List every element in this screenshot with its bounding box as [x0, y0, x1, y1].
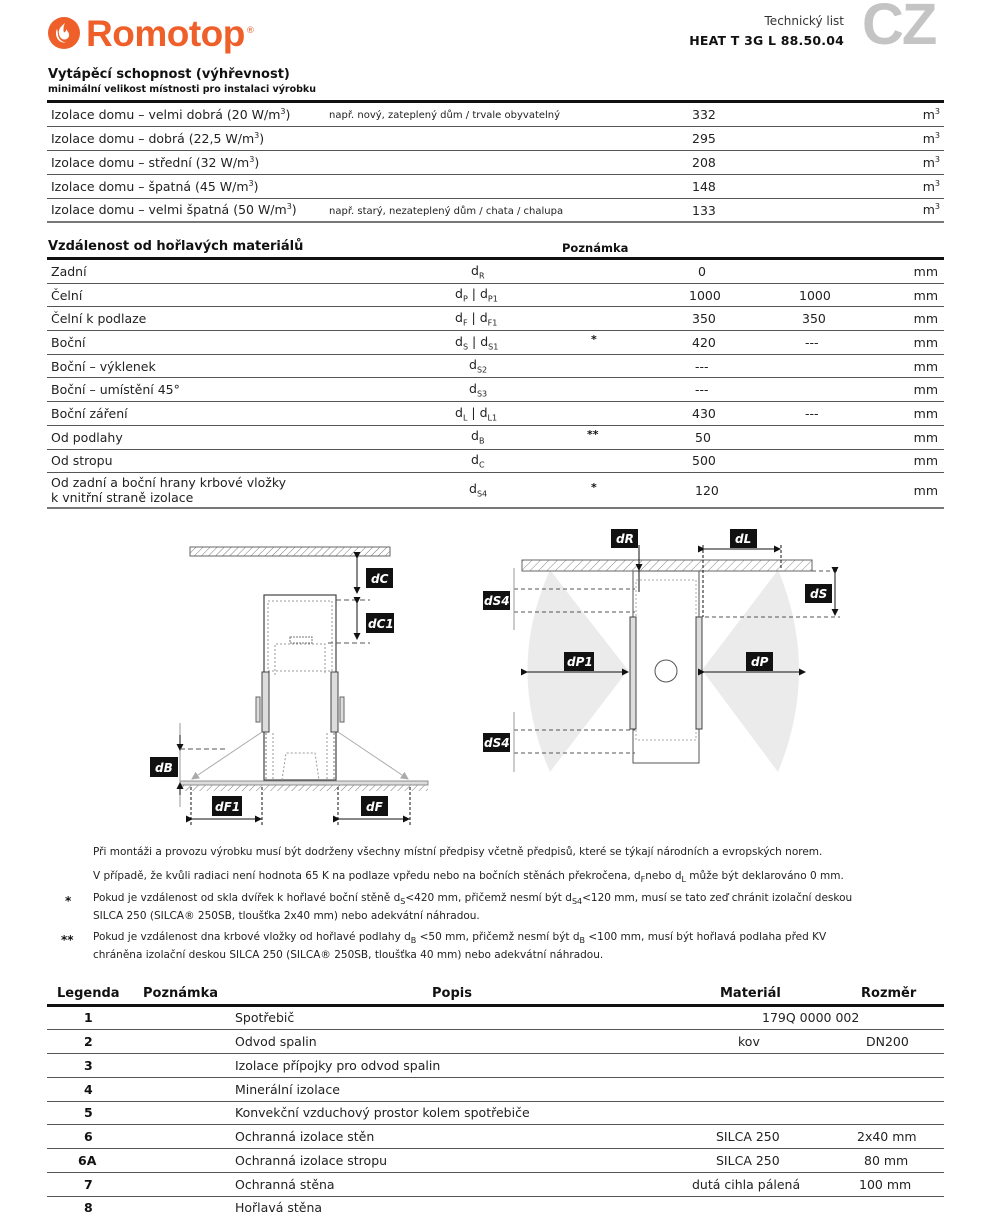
svg-text:dS4: dS4	[484, 594, 510, 608]
distance-symbol: $d_F$ | $d_{F1}$	[455, 309, 498, 328]
heating-section-subtitle: minimální velikost místnosti pro instalaci výrobku	[48, 84, 316, 95]
heating-row-value: 295	[692, 131, 716, 146]
legend-desc: Hořlavá stěna	[235, 1200, 323, 1215]
top-view-diagram	[470, 520, 850, 780]
legend-col-legend: Legenda	[57, 986, 120, 1001]
distance-row	[47, 331, 944, 355]
distance-value-1: 420	[692, 334, 716, 350]
brand-logo	[48, 12, 255, 54]
heating-row: Izolace domu – špatná (45 $W/m^3$) 148 $m^3$	[47, 175, 944, 199]
heating-row-note: např. nový, zateplený dům / trvale obyvatelný	[329, 110, 561, 121]
distance-value-2: ---	[805, 334, 819, 350]
label-dS4-top	[483, 591, 510, 610]
legend-size: DN200	[866, 1034, 909, 1049]
label-dB	[150, 757, 178, 777]
legend-row	[47, 1078, 944, 1102]
svg-text:dP: dP	[751, 655, 769, 669]
heating-row-value: 332	[692, 107, 716, 122]
distance-row	[47, 426, 944, 450]
distance-label: Od podlahy	[51, 429, 123, 445]
svg-text:dP1: dP1	[567, 655, 593, 669]
legend-id: 8	[84, 1200, 93, 1215]
legend-material: SILCA 250	[716, 1153, 780, 1168]
heating-row-note: např. starý, nezateplený dům / chata / chalupa	[329, 206, 564, 217]
heating-row-label: Izolace domu – velmi dobrá (20 W/m	[51, 107, 281, 123]
distance-symbol: $d_{S4}$	[469, 481, 488, 499]
distance-row	[47, 402, 944, 426]
brand-name: Romotop	[86, 12, 245, 54]
distance-value-2: 1000	[799, 287, 831, 303]
svg-text:dB: dB	[155, 761, 173, 775]
distance-value-2: 350	[802, 311, 826, 327]
svg-text:dL: dL	[735, 532, 752, 546]
label-dS	[805, 584, 832, 603]
legend-row	[47, 1173, 944, 1197]
legend-id: 6A	[78, 1153, 97, 1168]
distance-label: Zadní	[51, 263, 87, 279]
front-view-diagram	[140, 525, 440, 835]
legend-row	[47, 1006, 944, 1030]
language-code: CZ	[862, 0, 936, 57]
distance-value-1: 1000	[689, 287, 721, 303]
label-dP	[746, 652, 773, 671]
note-star-2-mark: **	[61, 933, 74, 947]
distance-row	[47, 260, 944, 284]
distance-value-1: 120	[695, 482, 719, 498]
svg-text:dC1: dC1	[368, 617, 394, 631]
heating-row: Izolace domu – dobrá (22,5 $W/m^3$) 295 $m^3$	[47, 127, 944, 151]
legend-size: 80 mm	[864, 1153, 909, 1168]
distance-value-1: 500	[692, 453, 716, 469]
heating-table	[47, 100, 944, 223]
distance-label: Čelní	[51, 287, 83, 303]
distance-symbol: $d_B$	[471, 428, 485, 446]
legend-desc: Konvekční vzduchový prostor kolem spotřebiče	[235, 1105, 530, 1120]
label-dF	[361, 796, 388, 816]
distance-value-1: 50	[695, 429, 711, 445]
legend-desc: Odvod spalin	[235, 1034, 317, 1049]
legend-material: SILCA 250	[716, 1129, 780, 1144]
note-general-2: V případě, že kvůli radiaci není hodnota 65 K na podlaze vpředu nebo na bočních stěnách překročena, $d_Fnebo$ $d_L$ může být deklarováno 0 mm.	[93, 870, 844, 885]
heating-row-label: Izolace domu – velmi špatná (50 W/m	[51, 202, 287, 218]
heating-row-label: Izolace domu – střední (32 W/m	[51, 155, 250, 171]
distance-label: Boční záření	[51, 405, 128, 421]
label-dC1	[366, 613, 394, 633]
distance-unit: mm	[913, 287, 938, 303]
distance-symbol: $d_{S3}$	[469, 381, 488, 399]
heating-row-unit: $m^3$	[922, 130, 940, 147]
distances-note-header: Poznámka	[562, 241, 629, 255]
distance-symbol: $d_P$ | $d_{P1}$	[455, 286, 498, 304]
heating-row-unit: $m^3$	[922, 178, 940, 195]
label-dF1	[212, 796, 242, 816]
legend-size: 2x40 mm	[857, 1129, 917, 1144]
distance-unit: mm	[913, 453, 938, 469]
legend-desc: Minerální izolace	[235, 1082, 340, 1097]
legend-desc: Izolace přípojky pro odvod spalin	[235, 1058, 441, 1073]
distance-symbol: $d_{S2}$	[469, 357, 488, 375]
svg-text:dF: dF	[366, 800, 383, 814]
svg-text:dC: dC	[371, 572, 389, 586]
legend-col-size: Rozměr	[861, 986, 917, 1001]
distance-value-2: ---	[805, 405, 819, 421]
heating-row-value: 133	[692, 202, 716, 218]
svg-text:dF1: dF1	[215, 800, 241, 814]
legend-desc: Ochranná izolace stěn	[235, 1129, 375, 1144]
legend-id: 4	[84, 1082, 93, 1097]
product-model: HEAT T 3G L 88.50.04	[689, 33, 844, 48]
legend-row	[47, 1149, 944, 1173]
distance-row	[47, 355, 944, 379]
legend-id: 7	[84, 1177, 93, 1192]
heating-row-unit: $m^3$	[922, 154, 940, 171]
distance-label: Boční – výklenek	[51, 358, 156, 374]
distance-row	[47, 378, 944, 402]
heating-row-label: Izolace domu – špatná (45 W/m	[51, 179, 249, 195]
distance-note-mark: *	[591, 481, 597, 495]
distance-note-mark: *	[591, 333, 597, 347]
distance-unit: mm	[913, 334, 938, 350]
legend-material: dutá cihla pálená	[692, 1177, 801, 1192]
heating-row-unit: $m^3$	[922, 106, 940, 123]
legend-material: 179Q 0000 002	[762, 1010, 860, 1025]
registered-mark: ®	[245, 26, 255, 36]
svg-text:dR: dR	[616, 532, 634, 546]
legend-id: 6	[84, 1129, 93, 1144]
distance-unit: mm	[913, 405, 938, 421]
note-star-1: Pokud je vzdálenost od skla dvířek k hořlavé boční stěně $d_S<420$ mm, přičemž nesmí být $d_{S4}<120$ mm, musí se tato zeď chránit izolační deskou SILCA 250 (SILCA® 250SB, tloušťka 2x40 mm) nebo adekvátní náhradou.	[93, 892, 853, 923]
distance-symbol: $d_C$	[471, 452, 485, 470]
legend-material: kov	[738, 1034, 760, 1049]
label-dP1	[564, 652, 594, 671]
label-dS4-bottom	[483, 733, 510, 752]
note-general-1: Při montáži a provozu výrobku musí být dodrženy všechny místní předpisy včetně předpisů, které se týkají národních a evropských norem.	[93, 846, 823, 858]
legend-id: 5	[84, 1105, 93, 1120]
legend-row	[47, 1054, 944, 1078]
distance-value-1: 350	[692, 311, 716, 327]
legend-size: 100 mm	[859, 1177, 912, 1192]
legend-col-note: Poznámka	[143, 986, 219, 1001]
legend-col-material: Materiál	[720, 986, 781, 1001]
distance-symbol: $d_L$ | $d_{L1}$	[455, 404, 498, 423]
legend-id: 3	[84, 1058, 93, 1073]
distance-row	[47, 284, 944, 308]
label-dC	[366, 568, 393, 588]
legend-row	[47, 1125, 944, 1149]
distance-label: Boční	[51, 334, 86, 350]
distance-symbol: $d_R$	[471, 262, 485, 281]
distances-section-title: Vzdálenost od hořlavých materiálů	[48, 239, 304, 254]
legend-row	[47, 1196, 944, 1219]
heating-row-value: 148	[692, 179, 716, 194]
legend-id: 1	[84, 1010, 93, 1025]
note-star-1-mark: *	[65, 894, 72, 908]
legend-desc: Ochranná izolace stropu	[235, 1153, 388, 1168]
distance-unit: mm	[913, 429, 938, 445]
distance-label: Od stropu	[51, 453, 113, 469]
distance-value-1: 430	[692, 405, 716, 421]
distance-unit: mm	[913, 358, 938, 374]
distance-unit: mm	[913, 482, 938, 498]
flame-logo-icon	[48, 17, 80, 49]
distances-table	[47, 257, 944, 509]
distance-unit: mm	[913, 382, 938, 398]
document-type: Technický list	[764, 14, 844, 28]
legend-row	[47, 1030, 944, 1054]
legend-id: 2	[84, 1034, 93, 1049]
distance-note-mark: **	[587, 427, 599, 441]
heating-row: Izolace domu – velmi špatná (50 $W/m^3$) např. starý, nezateplený dům / chata / chalupa 133 $m^3$	[47, 199, 944, 223]
heating-row-unit: $m^3$	[922, 202, 940, 218]
label-dL	[730, 529, 757, 548]
distance-row	[47, 307, 944, 331]
legend-row	[47, 1101, 944, 1125]
distance-unit: mm	[913, 263, 938, 279]
distance-unit: mm	[913, 311, 938, 327]
distance-label: Boční – umístění 45°	[51, 382, 180, 398]
heating-row: Izolace domu – velmi dobrá (20 $W/m^3$) např. nový, zateplený dům / trvale obyvatelný 332 $m^3$	[47, 103, 944, 127]
distance-label: Čelní k podlaze	[51, 311, 147, 327]
distance-value-1: 0	[698, 263, 706, 279]
distance-label: Od zadní a boční hrany krbové vložky k vnitřní straně izolace	[51, 475, 287, 506]
svg-text:dS: dS	[810, 587, 828, 601]
legend-col-desc: Popis	[432, 986, 472, 1001]
label-dR	[611, 529, 638, 548]
distance-value-1: ---	[695, 382, 709, 398]
heating-row-value: 208	[692, 155, 716, 170]
legend-desc: Ochranná stěna	[235, 1177, 335, 1192]
distance-row	[47, 450, 944, 474]
distance-row	[47, 473, 944, 509]
note-star-2: Pokud je vzdálenost dna krbové vložky od hořlavé podlahy $d_B <50$ mm, přičemž nesmí být $d_B <100$ mm, musí být hořlavá podlaha před KV chráněna izolační deskou SILCA 250 (SILCA® 250SB, tloušťka 40 mm) nebo adekvátní náhradou.	[93, 931, 827, 962]
distance-value-1: ---	[695, 358, 709, 374]
heating-section-title: Vytápěcí schopnost (výhřevnost)	[48, 67, 290, 82]
legend-desc: Spotřebič	[235, 1010, 295, 1025]
svg-text:dS4: dS4	[484, 736, 510, 750]
distance-symbol: $d_S$ | $d_{S1}$	[455, 333, 499, 352]
heating-row: Izolace domu – střední (32 $W/m^3$) 208 $m^3$	[47, 151, 944, 175]
heating-row-label: Izolace domu – dobrá (22,5 W/m	[51, 131, 255, 147]
